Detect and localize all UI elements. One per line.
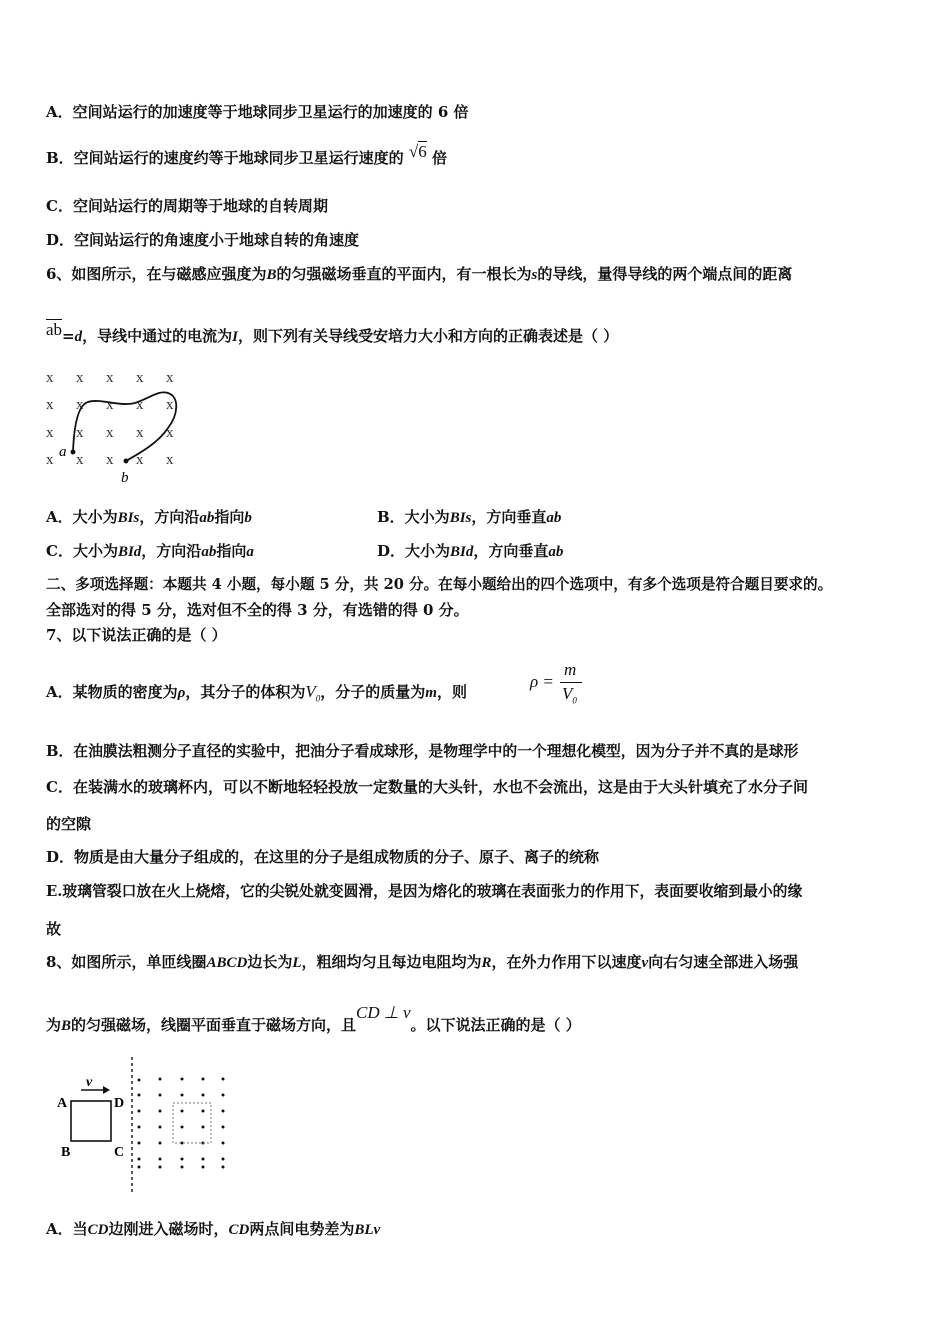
q5-option-a: A．空间站运行的加速度等于地球同步卫星运行的加速度的 6 倍 [46, 103, 469, 121]
coil-label-A: A [57, 1096, 68, 1111]
option-expr: ab [546, 510, 562, 526]
endpoint-b [124, 459, 129, 464]
svg-text:x: x [106, 397, 114, 413]
option-text: ，方向垂直 [473, 542, 549, 560]
option-expr: a [246, 544, 254, 560]
svg-text:x: x [136, 397, 144, 413]
q6-option-a [46, 507, 252, 528]
option-text: 边刚进入磁场时， [108, 1220, 229, 1238]
coil-label-B: B [61, 1145, 71, 1160]
q6-stem-line1 [46, 264, 792, 285]
q7-option-e-line2: 故 [46, 920, 62, 938]
q6-stem-text: 的匀强磁场垂直的平面内，有一根长为 [276, 265, 532, 283]
q6-stem-text: 的导线，量得导线的两个端点间的距离 [537, 265, 793, 283]
svg-text:x: x [106, 425, 114, 441]
var-rho: ρ [177, 685, 186, 701]
svg-text:x: x [46, 370, 54, 386]
q8-stem-line1 [46, 952, 798, 973]
q8-option-a [46, 1219, 380, 1240]
q7-option-a [46, 682, 467, 708]
q7-option-d: D．物质是由大量分子组成的，在这里的分子是组成物质的分子、原子、离子的统称 [46, 848, 600, 866]
option-text: 指向 [214, 508, 245, 526]
option-text: ，分子的质量为 [320, 683, 426, 701]
q8-stem-text: 向右匀速全部进入场强 [648, 953, 799, 971]
q8-stem-text: 。以下说法正确的是（ ） [410, 1016, 581, 1034]
svg-text:x: x [76, 452, 84, 468]
svg-text:x: x [76, 425, 84, 441]
q7-option-e-line1: E.玻璃管裂口放在火上烧熔，它的尖锐处就变圆滑，是因为熔化的玻璃在表面张力的作用下，表面要收缩到最小的缘 [46, 883, 803, 900]
var-B: B [266, 267, 277, 283]
section-2-instructions-line2: 全部选对的得 5 分，选对但不全的得 3 分，有选错的得 0 分。 [46, 601, 469, 619]
option-text: ，方向沿 [141, 542, 202, 560]
option-text: ，其分子的体积为 [185, 683, 306, 701]
formula-lhs: ρ = [530, 672, 554, 691]
svg-text:x: x [106, 370, 114, 386]
q5-option-b-text: B．空间站运行的速度约等于地球同步卫星运行速度的 [46, 149, 404, 167]
var-B: B [61, 1018, 72, 1034]
svg-text:x: x [166, 452, 174, 468]
option-expr: ab [201, 544, 217, 560]
q5-option-d: D．空间站运行的角速度小于地球自转的角速度 [46, 231, 360, 249]
q8-stem-text: 8、如图所示，单匝线圈 [46, 953, 207, 971]
svg-text:x: x [46, 425, 54, 441]
q8-stem-line2 [46, 1003, 581, 1036]
svg-text:x: x [166, 397, 174, 413]
q7-option-c-line2: 的空隙 [46, 815, 92, 833]
option-text: A．当 [46, 1220, 88, 1238]
label-b: b [121, 470, 129, 486]
fraction-bar [560, 682, 582, 683]
option-text: ，则 [436, 683, 467, 701]
q8-stem-text: ，粗细均匀且每边电阻均为 [301, 953, 482, 971]
var-m: m [425, 685, 437, 701]
var-I: I [232, 329, 238, 345]
label-a: a [59, 444, 67, 460]
option-text: 指向 [216, 542, 247, 560]
q7-option-c-line1: C．在装满水的玻璃杯内，可以不断地轻轻投放一定数量的大头针，水也不会流出，这是由于大头针填充了水分子间 [46, 778, 808, 796]
var-s: s [531, 267, 538, 283]
q8-coil-figure [55, 1055, 235, 1195]
option-text: ，方向沿 [139, 508, 200, 526]
var-R: R [481, 955, 492, 971]
var-v: v [641, 955, 649, 971]
q6-stem-text: ，导线中通过的电流为 [82, 327, 233, 345]
option-expr: b [244, 510, 252, 526]
q6-option-b [377, 507, 561, 528]
svg-text:x: x [46, 452, 54, 468]
coil-label-D: D [114, 1096, 125, 1111]
q6-option-d [377, 541, 563, 562]
q5-option-c: C．空间站运行的周期等于地球的自转周期 [46, 197, 328, 215]
q8-stem-text: ，在外力作用下以速度 [491, 953, 642, 971]
coil-ghost-position [173, 1103, 211, 1143]
option-expr: BIs [117, 510, 140, 526]
svg-text:x: x [106, 452, 114, 468]
q5-option-b-suffix: 倍 [432, 149, 448, 167]
svg-text:x: x [76, 370, 84, 386]
q6-stem-text: ，则下列有关导线受安培力大小和方向的正确表述是（ ） [237, 327, 619, 345]
option-expr: BLv [354, 1222, 381, 1238]
q6-stem-text: = [62, 327, 75, 345]
q8-stem-text: 为 [46, 1016, 62, 1034]
fraction-numerator: m [564, 660, 577, 679]
curved-wire [73, 392, 176, 461]
q6-wire-figure [40, 365, 200, 490]
option-text: ，方向垂直 [471, 508, 547, 526]
q8-stem-text: 边长为 [247, 953, 293, 971]
option-text: A．大小为 [46, 508, 118, 526]
svg-text:x: x [76, 397, 84, 413]
svg-text:x: x [136, 425, 144, 441]
var-d: d [74, 329, 83, 345]
q6-stem-line2 [46, 320, 619, 347]
fraction-denominator: $V_0$ [562, 684, 577, 706]
sqrt-expression: √6 [408, 142, 427, 161]
option-expr: CD [87, 1222, 109, 1238]
option-expr: ab [199, 510, 215, 526]
option-text: D．大小为 [377, 542, 451, 560]
q6-option-c [46, 541, 254, 562]
option-text: 两点间电势差为 [249, 1220, 355, 1238]
q6-stem-text: 6、如图所示，在与磁感应强度为 [46, 265, 267, 283]
velocity-label: v [86, 1075, 93, 1090]
var-L: L [292, 955, 302, 971]
option-text: B．大小为 [377, 508, 450, 526]
q8-stem-text: 的匀强磁场，线圈平面垂直于磁场方向，且 [71, 1016, 357, 1034]
q5-option-b [46, 142, 448, 168]
var-V0: $V_0$ [305, 682, 321, 704]
svg-text:x: x [166, 370, 174, 386]
option-expr: BId [450, 544, 474, 560]
option-expr: ab [548, 544, 564, 560]
option-expr: CD [228, 1222, 250, 1238]
coil-square [71, 1101, 111, 1141]
q7-option-b: B．在油膜法粗测分子直径的实验中，把油分子看成球形，是物理学中的一个理想化模型，因为分子并不真的是球形 [46, 743, 799, 760]
perpendicular-condition: CD ⊥ v [356, 1003, 411, 1022]
svg-text:x: x [136, 370, 144, 386]
option-text: C．大小为 [46, 542, 118, 560]
svg-text:x: x [46, 397, 54, 413]
section-2-instructions-line1: 二、多项选择题：本题共 4 小题，每小题 5 分，共 20 分。在每小题给出的四个选项中，有多个选项是符合题目要求的。 [46, 576, 833, 593]
option-text: A．某物质的密度为 [46, 683, 178, 701]
svg-text:x: x [136, 452, 144, 468]
var-ABCD: ABCD [206, 955, 248, 971]
sqrt-radicand: 6 [418, 142, 427, 161]
endpoint-a [71, 450, 76, 455]
coil-label-C: C [114, 1145, 125, 1160]
option-expr: BId [117, 544, 142, 560]
svg-text:x: x [166, 425, 174, 441]
ab-overline: ab [46, 320, 63, 339]
q7-stem: 7、以下说法正确的是（ ） [46, 626, 227, 644]
option-expr: BIs [449, 510, 472, 526]
